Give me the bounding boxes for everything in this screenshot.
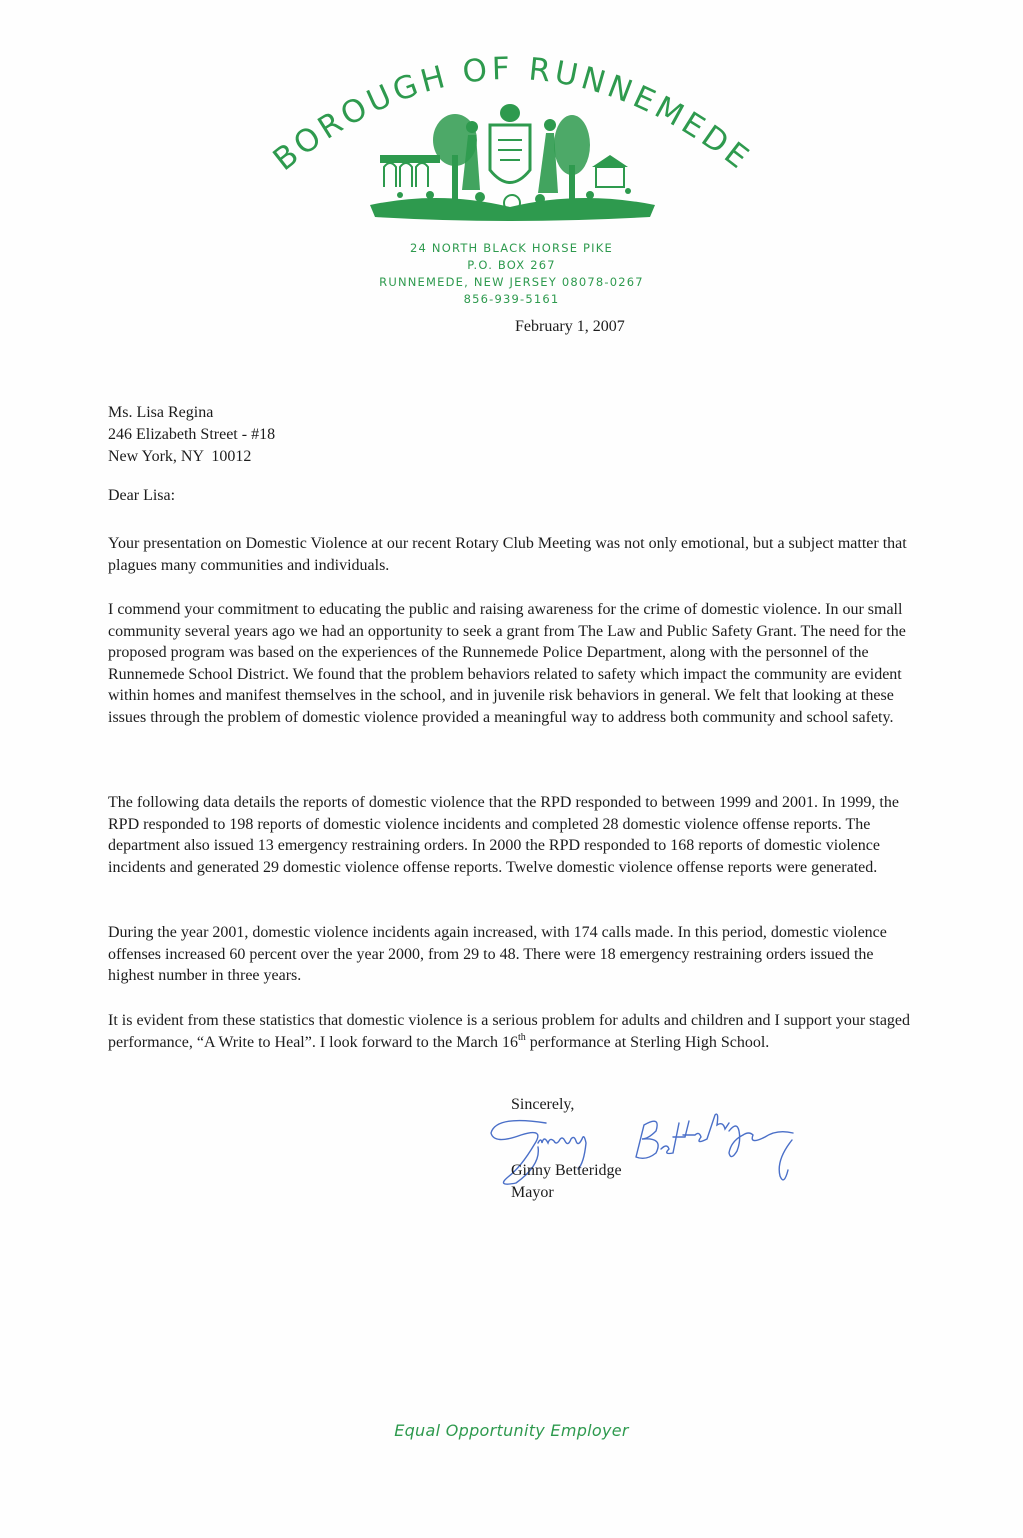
recipient-city: New York, NY 10012 (108, 448, 252, 465)
borough-seal-icon (360, 95, 660, 225)
signer-title: Mayor (511, 1184, 554, 1201)
signer-name: Ginny Betteridge (511, 1162, 622, 1179)
ordinal-suffix: th (518, 1031, 526, 1043)
recipient-address (108, 402, 275, 468)
closing-text-end: performance at Sterling High School. (525, 1033, 770, 1051)
body-paragraph-closing (108, 1010, 916, 1053)
body-paragraph: I commend your commitment to educating the public and raising awareness for the crime of domestic violence. In our small community several years ago we had an opportunity to seek a grant from The Law and Public Safety Grant. The need for the proposed program was based on the experiences of the Runnemede Police Department, along with the personnel of the Runnemede School District. We found that the problem behaviors related to safety which impact the community are evident within homes and manifest themselves in the school, and in juvenile risk behaviors in general. We felt that looking at these issues through the problem of domestic violence provided a meaningful way to address both community and school safety. (108, 601, 906, 726)
letterhead-po-box: P.O. BOX 267 (467, 258, 556, 272)
body-paragraph: During the year 2001, domestic violence incidents again increased, with 174 calls made. In this period, domestic violence offenses increased 60 percent over the year 2000, from 29 to 48. There were 18 emergency restraining orders issued the highest number in three years. (108, 924, 887, 984)
salutation: Dear Lisa: (108, 487, 176, 504)
borough-name: BOROUGH OF RUNNEMEDE (266, 50, 759, 179)
letterhead-city-state-zip: RUNNEMEDE, NEW JERSEY 08078-0267 (379, 275, 644, 289)
footer-eoe: Equal Opportunity Employer (394, 1421, 629, 1440)
body-paragraph: Your presentation on Domestic Violence at our recent Rotary Club Meeting was not only emotional, but a subject matter that plagues many communities and individuals. (108, 535, 907, 574)
closing-text-start: It is evident from these statistics that domestic violence is a serious problem for adults and children and I support your staged performance, “A Write to Heal”. I look forward to the March 16 (108, 1012, 911, 1051)
letter-date: February 1, 2007 (515, 318, 625, 335)
recipient-name: Ms. Lisa Regina (108, 404, 214, 421)
complimentary-close: Sincerely, (511, 1096, 575, 1113)
recipient-street: 246 Elizabeth Street - #18 (108, 426, 276, 443)
letterhead-phone: 856-939-5161 (463, 292, 560, 306)
body-paragraph: The following data details the reports of domestic violence that the RPD responded to between 1999 and 2001. In 1999, the RPD responded to 198 reports of domestic violence incidents and completed 28 domestic violence offense reports. The department also issued 13 emergency restraining orders. In 2000 the RPD responded to 168 reports of domestic violence incidents and generated 29 domestic violence offense reports. Twelve domestic violence offense reports were generated. (108, 794, 899, 876)
letterhead-street: 24 NORTH BLACK HORSE PIKE (410, 241, 613, 255)
